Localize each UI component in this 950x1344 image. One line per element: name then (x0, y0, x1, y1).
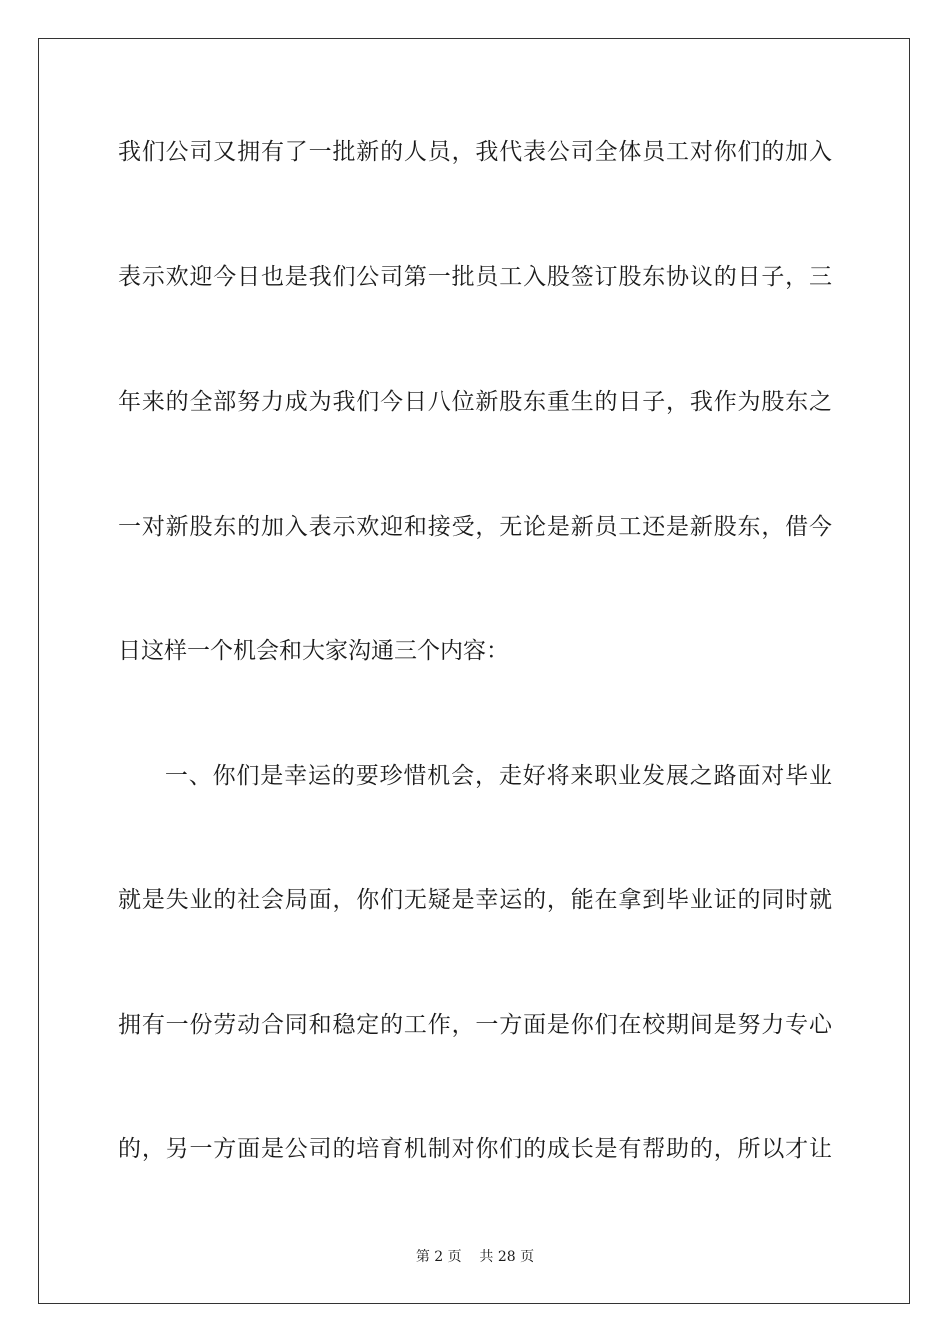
body-line-9: 的，另一方面是公司的培育机制对你们的成长是有帮助的，所以才让 (118, 1136, 832, 1162)
body-line-5: 日这样一个机会和大家沟通三个内容： (118, 638, 509, 664)
page-number-footer: 第 2 页 共 28 页 (415, 1249, 535, 1265)
body-line-1: 我们公司又拥有了一批新的人员，我代表公司全体员工对你们的加入 (118, 139, 832, 165)
page-border (38, 38, 910, 1304)
body-line-6-text: 一、你们是幸运的要珍惜机会，走好将来职业发展之路面对毕业 (164, 763, 832, 789)
body-line-6-paragraph-start (118, 761, 832, 791)
body-line-4: 一对新股东的加入表示欢迎和接受，无论是新员工还是新股东，借今 (118, 514, 832, 540)
body-line-8: 拥有一份劳动合同和稳定的工作，一方面是你们在校期间是努力专心 (118, 1012, 832, 1038)
body-line-2: 表示欢迎今日也是我们公司第一批员工入股签订股东协议的日子，三 (118, 264, 832, 290)
body-line-3: 年来的全部努力成为我们今日八位新股东重生的日子，我作为股东之 (118, 389, 832, 415)
body-line-7: 就是失业的社会局面，你们无疑是幸运的，能在拿到毕业证的同时就 (118, 887, 832, 913)
